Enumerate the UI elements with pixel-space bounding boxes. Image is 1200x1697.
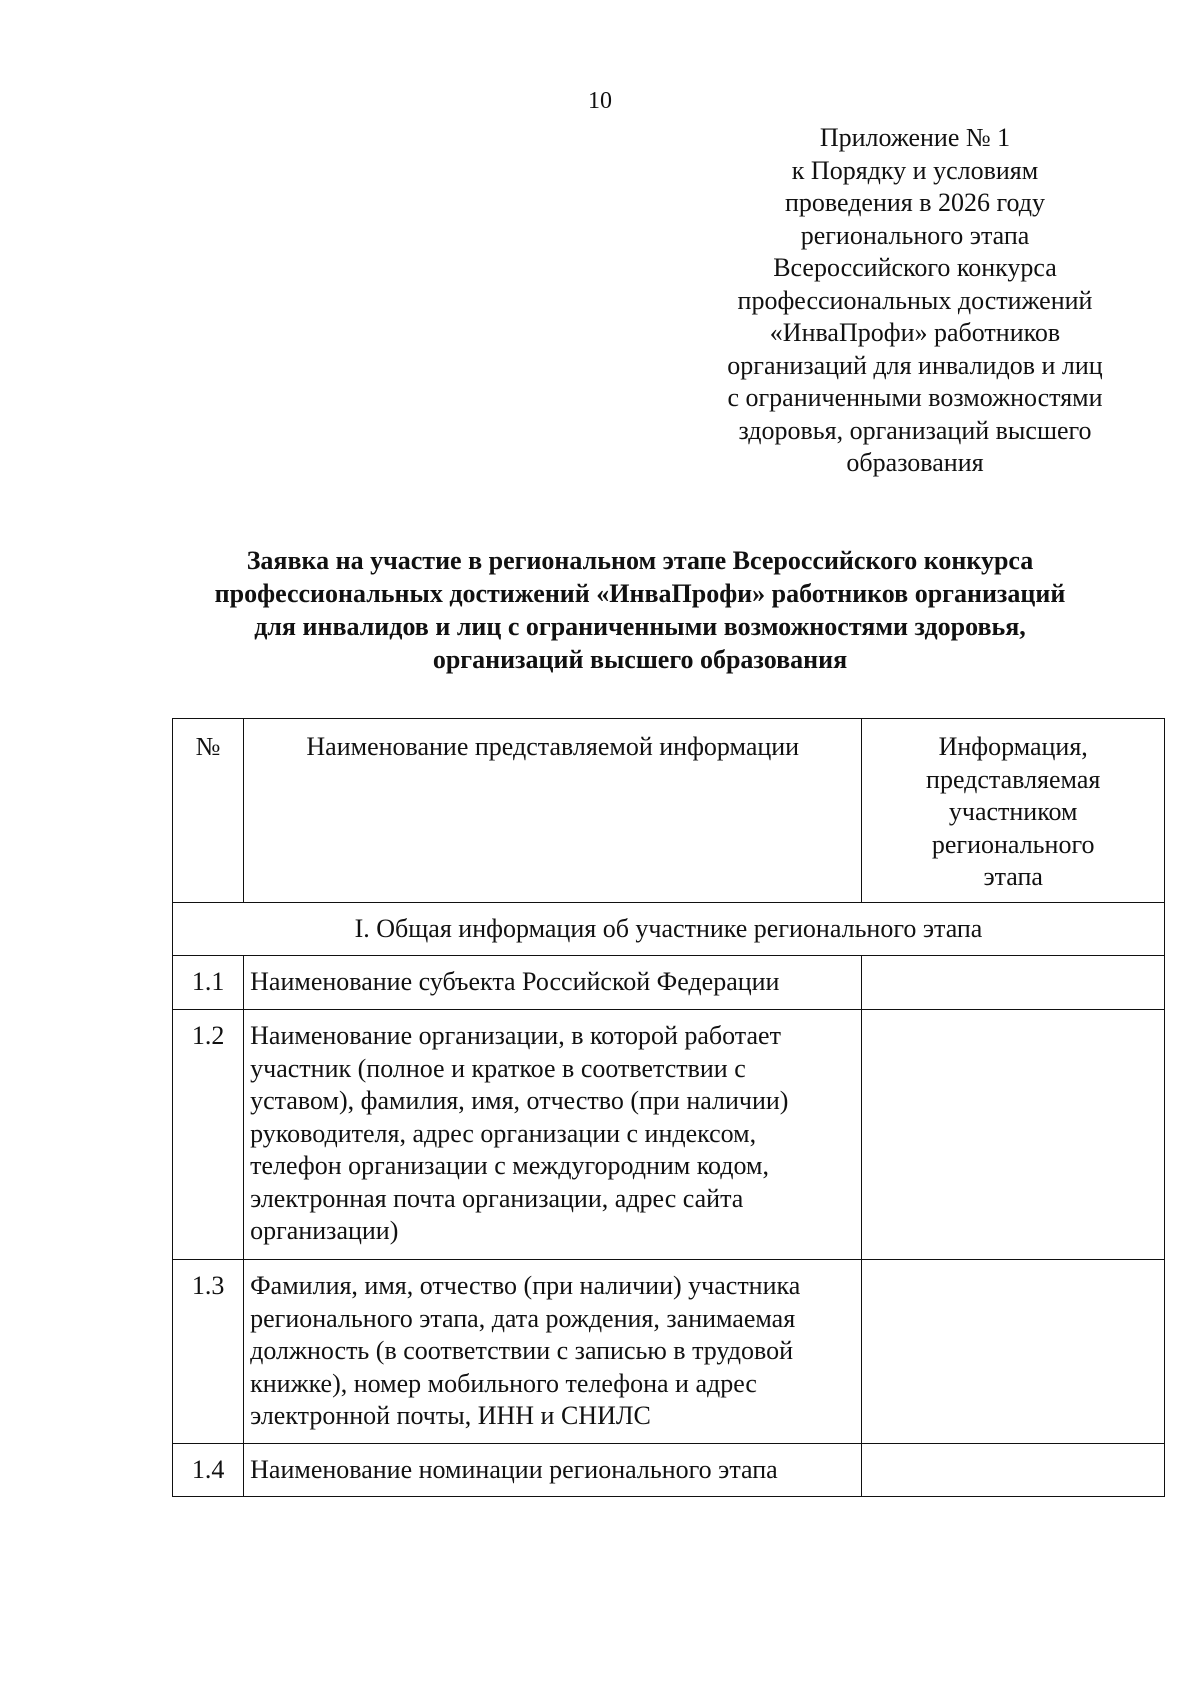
row-description bbox=[244, 1444, 862, 1497]
row-number: 1.2 bbox=[173, 1010, 244, 1260]
row-description bbox=[244, 1010, 862, 1260]
row-value-cell[interactable] bbox=[862, 1010, 1165, 1260]
header-info-line: представляемая bbox=[926, 764, 1101, 794]
table-row bbox=[173, 1260, 1165, 1444]
row-description-line: Наименование номинации регионального этапа bbox=[250, 1455, 778, 1484]
row-number: 1.1 bbox=[173, 956, 244, 1010]
document-title bbox=[160, 544, 1120, 676]
row-description-line: электронной почты, ИНН и СНИЛС bbox=[250, 1401, 651, 1430]
table-row bbox=[173, 956, 1165, 1010]
header-info-line: участником bbox=[948, 797, 1078, 826]
appendix-line: «ИнваПрофи» работников bbox=[769, 318, 1061, 347]
row-value-cell[interactable] bbox=[862, 1444, 1165, 1497]
appendix-line: к Порядку и условиям bbox=[791, 155, 1039, 185]
row-description bbox=[244, 956, 862, 1010]
title-line: организаций высшего образования bbox=[432, 645, 848, 674]
header-info-line: регионального bbox=[931, 829, 1095, 859]
appendix-line: профессиональных достижений bbox=[737, 285, 1093, 315]
row-description-line: Наименование субъекта Российской Федерации bbox=[250, 967, 780, 996]
header-info-line: Информация, bbox=[938, 732, 1088, 761]
row-description-line: должность (в соответствии с записью в трудовой bbox=[250, 1336, 794, 1365]
row-description-line: участник (полное и краткое в соответствии с bbox=[250, 1053, 746, 1083]
page-number: 10 bbox=[588, 88, 612, 114]
table-header-row bbox=[173, 719, 1165, 903]
table-row bbox=[173, 1444, 1165, 1497]
row-description-line: электронная почта организации, адрес сайта bbox=[250, 1183, 744, 1213]
application-table bbox=[172, 718, 1165, 1497]
row-value-cell[interactable] bbox=[862, 1260, 1165, 1444]
appendix-line: Всероссийского конкурса bbox=[773, 253, 1057, 282]
row-description-line: уставом), фамилия, имя, отчество (при наличии) bbox=[250, 1086, 789, 1115]
appendix-heading bbox=[690, 122, 1140, 480]
row-description-line: книжке), номер мобильного телефона и адрес bbox=[250, 1368, 757, 1398]
header-info-line: этапа bbox=[983, 862, 1043, 891]
section-title: I. Общая информация об участнике регионального этапа bbox=[173, 903, 1165, 956]
title-line: Заявка на участие в региональном этапе Всероссийского конкурса bbox=[246, 546, 1034, 575]
row-description-line: организации) bbox=[250, 1216, 399, 1245]
row-description-line: телефон организации с междугородним кодом, bbox=[250, 1151, 769, 1180]
row-value-cell[interactable] bbox=[862, 956, 1165, 1010]
header-participant-info bbox=[862, 719, 1165, 903]
row-number: 1.4 bbox=[173, 1444, 244, 1497]
row-description-line: Фамилия, имя, отчество (при наличии) участника bbox=[250, 1271, 801, 1300]
section-row bbox=[173, 903, 1165, 956]
table-row bbox=[173, 1010, 1165, 1260]
row-description-line: регионального этапа, дата рождения, занимаемая bbox=[250, 1303, 796, 1333]
header-info-name: Наименование представляемой информации bbox=[244, 719, 862, 903]
appendix-line: с ограниченными возможностями bbox=[727, 383, 1103, 412]
title-line: профессиональных достижений «ИнваПрофи» работников организаций bbox=[214, 579, 1066, 608]
appendix-line: проведения в 2026 году bbox=[784, 188, 1046, 217]
appendix-line: образования bbox=[846, 448, 984, 477]
title-line: для инвалидов и лиц с ограниченными возможностями здоровья, bbox=[254, 612, 1026, 641]
row-number: 1.3 bbox=[173, 1260, 244, 1444]
appendix-line: регионального этапа bbox=[800, 220, 1030, 250]
row-description bbox=[244, 1260, 862, 1444]
appendix-line: здоровья, организаций высшего bbox=[738, 415, 1092, 445]
appendix-line: организаций для инвалидов и лиц bbox=[727, 350, 1103, 380]
header-number: № bbox=[173, 719, 244, 903]
row-description-line: Наименование организации, в которой работает bbox=[250, 1021, 781, 1050]
appendix-line: Приложение № 1 bbox=[819, 123, 1011, 152]
row-description-line: руководителя, адрес организации с индексом, bbox=[250, 1118, 757, 1148]
